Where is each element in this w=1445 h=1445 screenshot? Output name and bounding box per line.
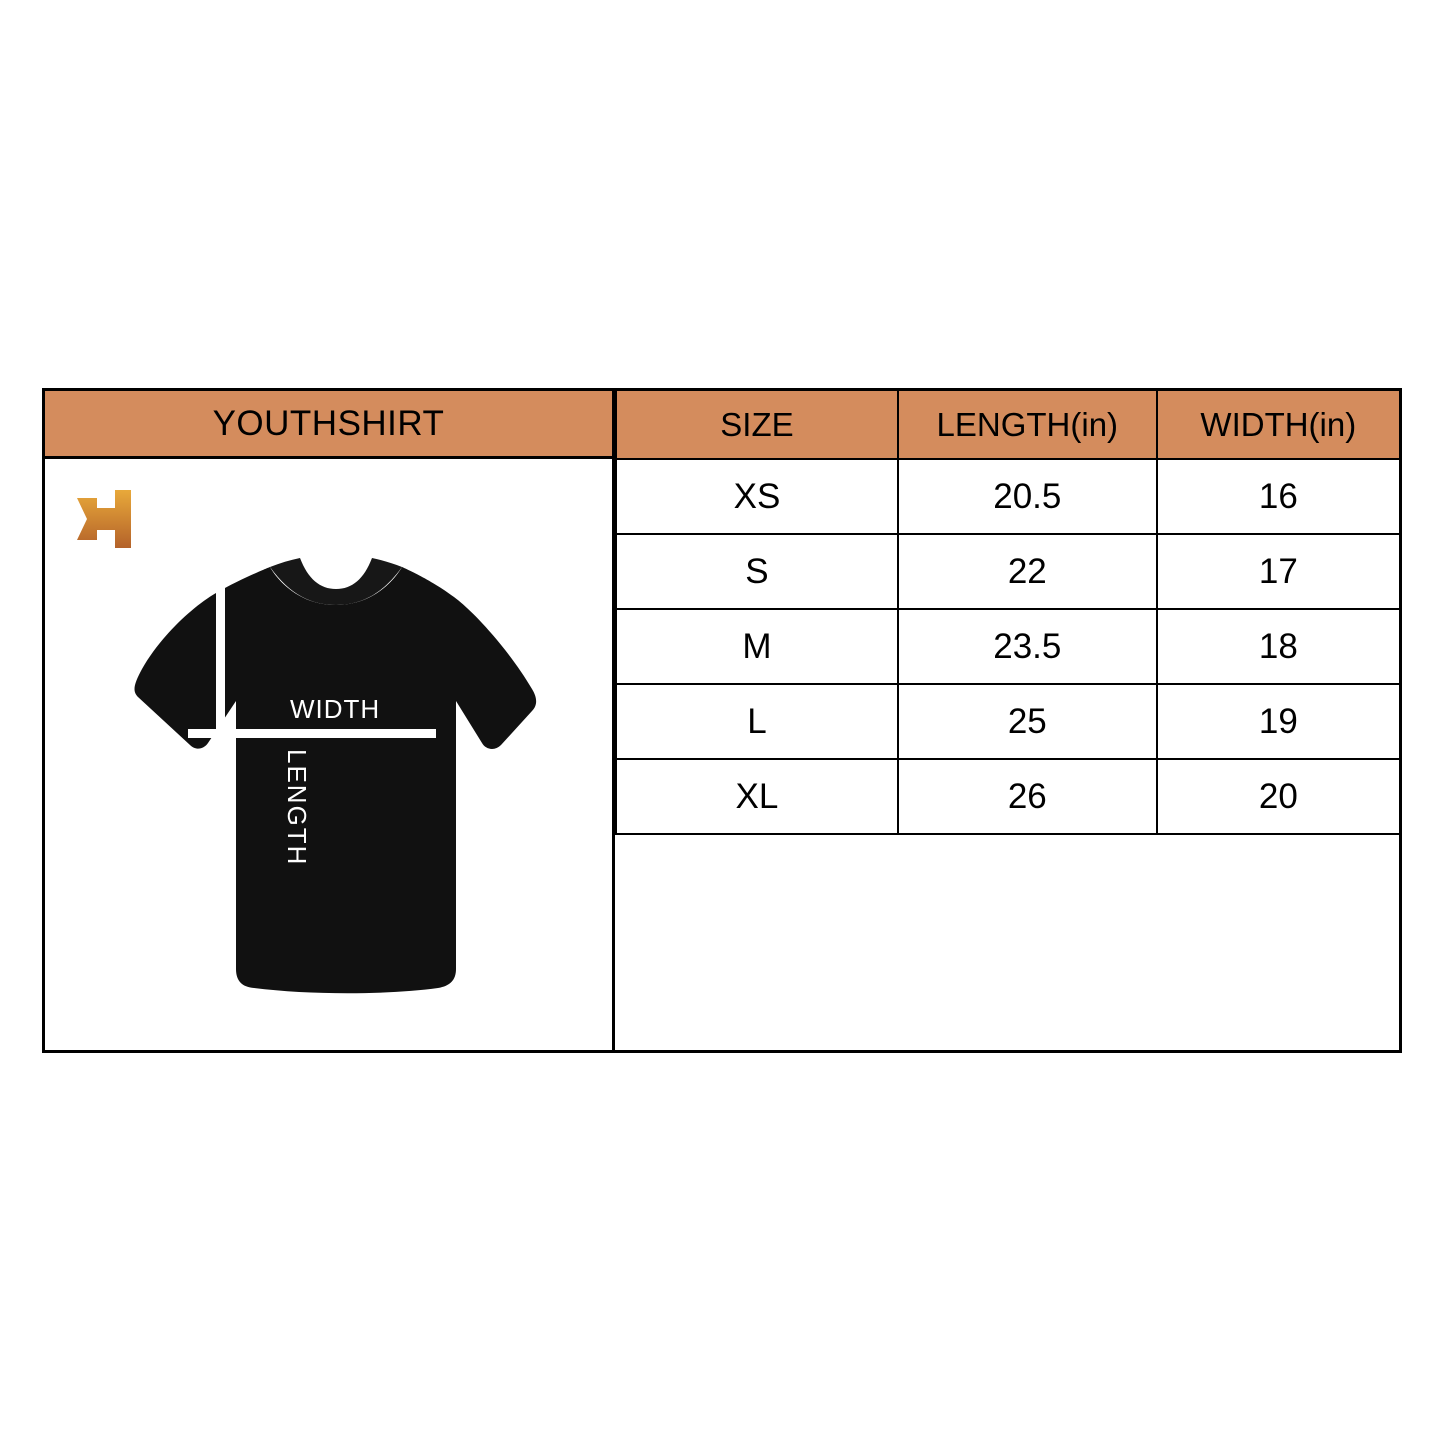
- header-width: WIDTH(in): [1157, 391, 1399, 459]
- cell-width: 20: [1157, 759, 1399, 834]
- cell-size: M: [616, 609, 898, 684]
- table-row: [616, 684, 1399, 759]
- table-empty-space: [615, 835, 1399, 1050]
- cell-length: 22: [898, 534, 1157, 609]
- cell-width: 16: [1157, 459, 1399, 534]
- product-title: YOUTHSHIRT: [212, 403, 445, 443]
- size-table: [615, 391, 1399, 835]
- cell-size: XL: [616, 759, 898, 834]
- width-measure-label: WIDTH: [290, 694, 381, 724]
- cell-size: XS: [616, 459, 898, 534]
- table-row: [616, 534, 1399, 609]
- table-row: [616, 459, 1399, 534]
- cell-length: 23.5: [898, 609, 1157, 684]
- length-measure-label: LENGTH: [282, 749, 312, 867]
- cell-size: S: [616, 534, 898, 609]
- cell-width: 19: [1157, 684, 1399, 759]
- cell-length: 26: [898, 759, 1157, 834]
- product-header: [45, 391, 612, 459]
- table-row: [616, 759, 1399, 834]
- cell-width: 18: [1157, 609, 1399, 684]
- header-size: SIZE: [616, 391, 898, 459]
- table-header-row: [616, 391, 1399, 459]
- table-row: [616, 609, 1399, 684]
- cell-size: L: [616, 684, 898, 759]
- cell-length: 20.5: [898, 459, 1157, 534]
- tshirt-illustration: [120, 539, 550, 1009]
- cell-length: 25: [898, 684, 1157, 759]
- product-panel: [45, 391, 615, 1050]
- cell-width: 17: [1157, 534, 1399, 609]
- header-length: LENGTH(in): [898, 391, 1157, 459]
- size-chart: [42, 388, 1402, 1053]
- measurements-panel: [615, 391, 1399, 1050]
- product-illustration-area: [45, 459, 612, 1050]
